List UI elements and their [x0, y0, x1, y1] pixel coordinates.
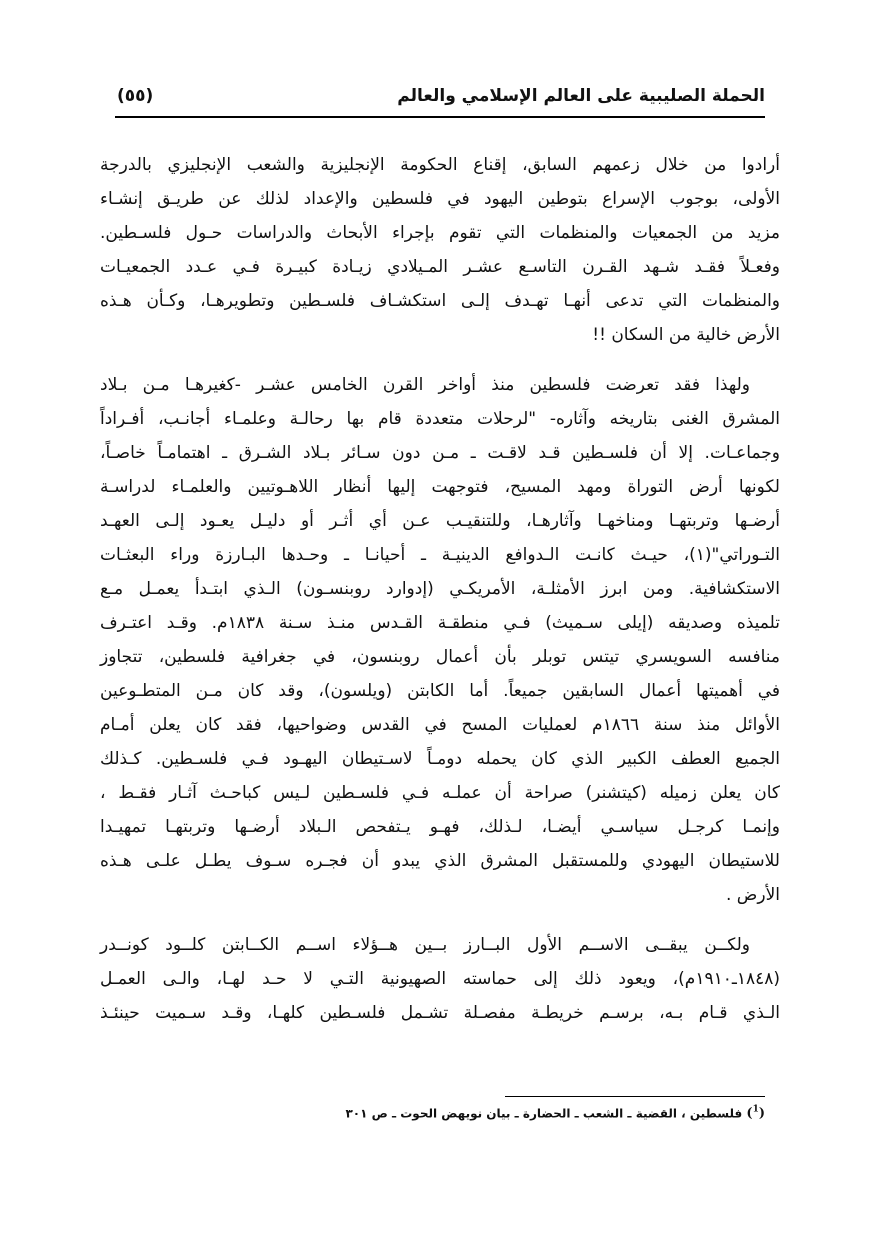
- text-line: الجميع العطف الكبير الذي كان يحمله دومـاً لاسـتيطان اليهـود فـي فلسـطين. كـذلك: [100, 749, 780, 769]
- header-divider: [115, 116, 765, 118]
- book-title: الحملة الصليبية على العالم الإسلامي والعالم: [397, 86, 765, 106]
- running-header: [115, 86, 765, 114]
- text-line: مزيد من الجمعيات والمنظمات التي تقوم بإجراء الأبحاث والدراسات حـول فلسـطين.: [100, 223, 780, 243]
- text-line: التـوراتي"(١)، حيـث كانـت الـدوافع الدينيـة ـ أحيانـا ـ وحـدها البـارزة وراء البعثـات: [100, 545, 780, 565]
- body-text: [100, 148, 780, 1030]
- text-line: وجماعـات. إلا أن فلسـطين قـد لاقـت ـ مـن دون سـائر بـلاد الشـرق ـ اهتمامـاً خاصـاً،: [100, 443, 780, 463]
- text-line: أرادوا من خلال زعمهم السابق، إقناع الحكومة الإنجليزية والشعب الإنجليزي بالدرجة: [100, 155, 780, 175]
- text-line: (١٨٤٨ـ١٩١٠م)، ويعود ذلك إلى حماسته الصهيونية التـي لا حـد لهـا، والـى العمـل: [100, 969, 780, 989]
- text-line: الأولى، بوجوب الإسراع بتوطين اليهود في فلسطين والإعداد لذلك عن طريـق إنشـاء: [100, 189, 780, 209]
- text-line: في أهميتها أعمال السابقين جميعاً. أما الكابتن (ويلسون)، وقد كان مـن المتطـوعين: [100, 681, 780, 701]
- text-line: الـذي قـام بـه، برسـم خريطـة مفصـلة تشـمل فلسـطين كلهـا، وقـد سـميت حينئـذ: [100, 1003, 780, 1023]
- text-line: الأرض .: [726, 885, 780, 905]
- paragraph: [100, 928, 780, 1030]
- footnote: [280, 1105, 765, 1121]
- text-line: وإنمـا كرجـل سياسـي أيضـا، لـذلك، فهـو يـتفحص الـبلاد أرضـها وتربتهـا تمهيـدا: [100, 817, 780, 837]
- paragraph: [100, 368, 780, 912]
- text-line: الأرض خالية من السكان !!: [592, 325, 780, 345]
- text-line: الأوائل منذ سنة ١٨٦٦م لعمليات المسح في القدس وضواحيها، فقد كان يعلن أمـام: [100, 715, 780, 735]
- text-line: تلميذه وصديقه (إيلى سـميث) فـي منطقـة القـدس منـذ سـنة ١٨٣٨م. وقـد اعتـرف: [100, 613, 780, 633]
- text-line: لكونها أرض التوراة ومهد المسيح، فتوجهت إليها أنظار اللاهـوتيين والعلمـاء لدراسـة: [100, 477, 780, 497]
- text-line: والمنظمات التي تدعى أنهـا تهـدف إلـى استكشـاف فلسـطين وتطويرهـا، وكـأن هـذه: [100, 291, 780, 311]
- text-line: ولكــن يبقــى الاســم الأول البــارز بــين هــؤلاء اســم الكــابتن كلــود كونــدر: [100, 935, 750, 955]
- text-line: وفعـلاً فقـد شـهد القـرن التاسـع عشـر المـيلادي زيـادة كبيـرة فـي عـدد الجمعيـات: [100, 257, 780, 277]
- footnote-text: فلسطين ، القضية ـ الشعب ـ الحضارة ـ بيان نويهض الحوت ـ ص ٣٠١: [345, 1106, 743, 1121]
- text-line: للاستيطان اليهودي وللمستقبل المشرق الذي يبدو أن فجـره سـوف يطـل علـى هـذه: [100, 851, 780, 871]
- text-line: أرضـها وتربتهـا ومناخهـا وآثارهـا، وللتنقيـب عـن أي أثـر أو دليـل يعـود إلـى العهـد: [100, 511, 780, 531]
- footnote-divider: [505, 1096, 765, 1097]
- text-line: المشرق الغنى بتاريخه وآثاره- "لرحلات متعددة قام بها رحالـة وعلمـاء أجانـب، أفـراداً: [100, 409, 780, 429]
- text-line: ولهذا فقد تعرضت فلسطين منذ أواخر القرن الخامس عشـر -كغيرهـا مـن بـلاد: [100, 375, 750, 395]
- paragraph: [100, 148, 780, 352]
- text-line: الاستكشافية. ومن ابرز الأمثلـة، الأمريكـي (إدوارد روبنسـون) الـذي ابتـدأ يعمـل مـع: [100, 579, 780, 599]
- page-number: (٥٥): [117, 86, 154, 106]
- text-line: كان يعلن زميله (كيتشنر) صراحة أن عملـه فـي فلسـطين لـيس كباحـث آثـار فقـط ،: [100, 783, 780, 803]
- text-line: منافسه السويسري تيتس توبلر بأن أعمال روبنسون، في جغرافية فلسطين، تتجاوز: [100, 647, 780, 667]
- footnote-marker: ($^1$): [746, 1105, 765, 1122]
